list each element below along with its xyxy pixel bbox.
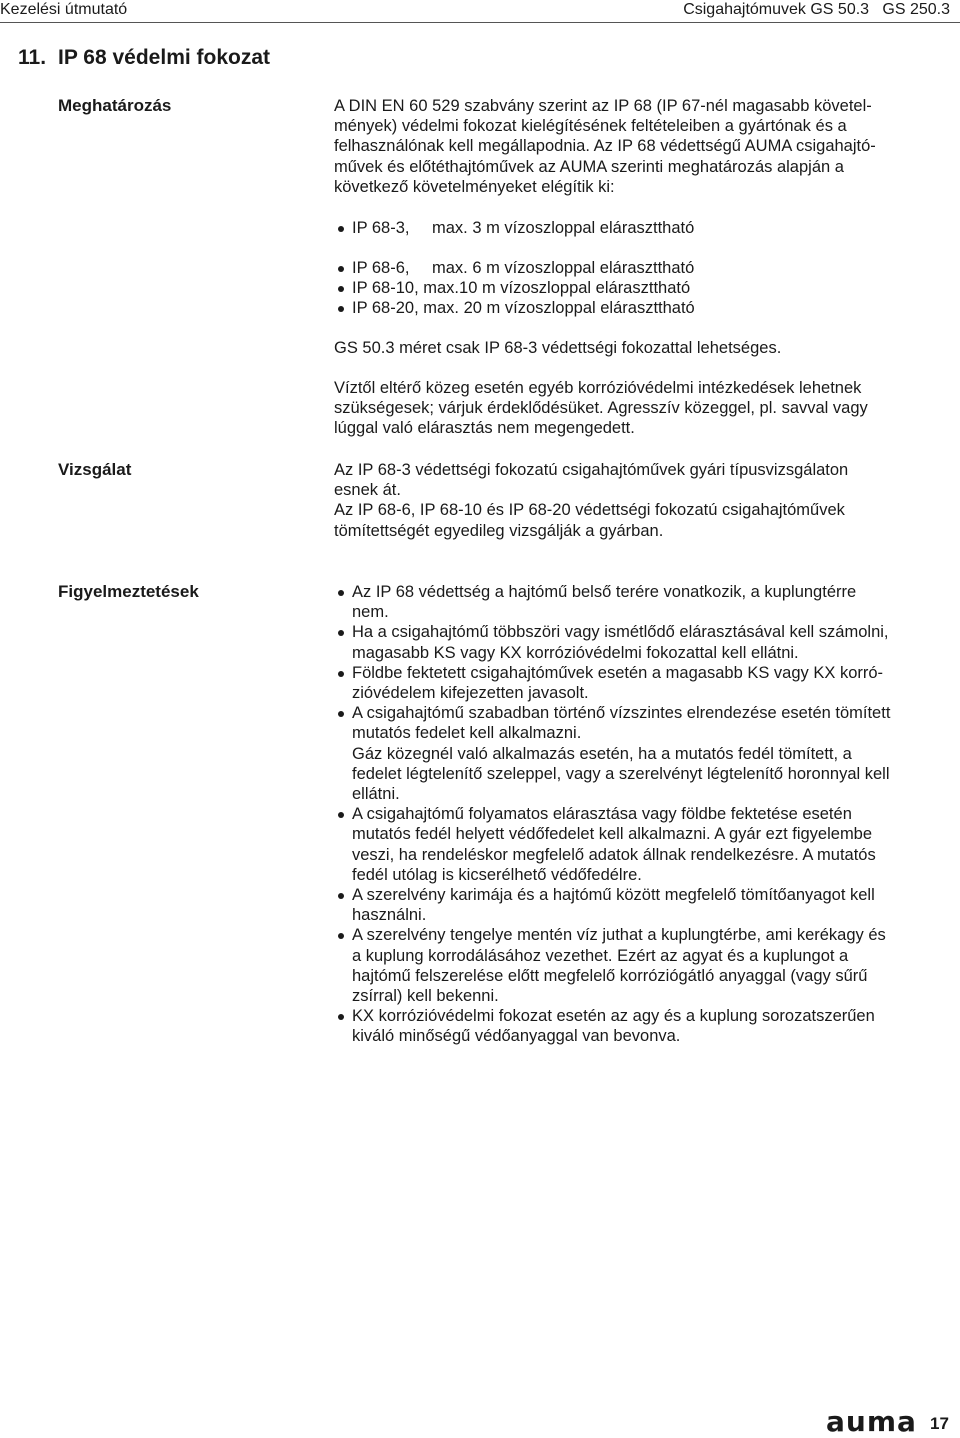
section-title <box>18 46 270 70</box>
ip-code: IP 68-10, <box>352 279 419 298</box>
auma-logo: auma <box>826 1405 917 1438</box>
text-line: felhasználónak kell megállapodnia. Az IP 68 védettségű AUMA csigahajtó- <box>334 137 876 156</box>
text-line: esnek át. <box>334 481 401 500</box>
text-line: a kuplung korrodálásához vezethet. Ezért az agyat és a kuplungot a <box>352 946 849 965</box>
text-line: A csigahajtómű szabadban történő vízszintes elrendezése esetén tömített <box>352 704 891 723</box>
warning-item <box>336 622 956 662</box>
text-line: tömítettségét egyedileg vizsgálják a gyárban. <box>334 521 664 540</box>
warning-item <box>336 804 956 885</box>
text-line: művek és előtéthajtóművek az AUMA szerinti meghatározás alapján a <box>334 157 844 176</box>
warnings-list <box>336 582 956 1047</box>
warning-item <box>336 925 956 1006</box>
text-line: hajtómű felszerelése előtt megfelelő korróziógátló anyaggal (vagy sűrű <box>352 966 868 985</box>
test-text <box>334 460 954 541</box>
header-product: Csigahajtómuvek GS 50.3 GS 250.3 <box>683 1 950 18</box>
text-line: kiváló minőségű védőanyaggal van bevonva. <box>352 1027 681 1046</box>
ip-code: IP 68-3, <box>352 219 410 237</box>
ip-desc: max.10 m vízoszloppal eláraszttható <box>423 279 691 298</box>
medium-note <box>334 378 954 439</box>
ip-list-first <box>336 218 956 238</box>
text-line: zióvédelem kifejezetten javasolt. <box>352 684 589 703</box>
text-line: mutatós fedél helyett védőfedelet kell alkalmazni. A gyár ezt figyelembe <box>352 825 873 844</box>
section-heading: IP 68 védelmi fokozat <box>58 46 271 69</box>
text-line: Az IP 68 védettség a hajtómű belső terére vonatkozik, a kuplungtérre <box>352 583 857 601</box>
ip-desc: max. 6 m vízoszloppal eláraszttható <box>432 259 695 277</box>
text-line: Az IP 68-6, IP 68-10 és IP 68-20 védettségi fokozatú csigahajtóművek <box>334 501 845 520</box>
warning-item <box>336 582 956 622</box>
text-line: Az IP 68-3 védettségi fokozatú csigahajtóművek gyári típusvizsgálaton <box>334 461 849 479</box>
text-line: A DIN EN 60 529 szabvány szerint az IP 68 (IP 67-nél magasabb követel- <box>334 97 872 115</box>
page-number: 17 <box>930 1414 949 1433</box>
warning-item <box>336 703 956 804</box>
text-line: veszi, ha rendeléskor megfelelő adatok állnak rendelkezésre. A mutatós <box>352 845 876 864</box>
list-item <box>336 298 956 318</box>
ip-code: IP 68-20, <box>352 299 419 318</box>
warning-item <box>336 885 956 925</box>
size-note: GS 50.3 méret csak IP 68-3 védettségi fokozattal lehetséges. <box>334 339 782 357</box>
warning-item <box>336 663 956 703</box>
text-line: ellátni. <box>352 785 400 804</box>
definition-label: Meghatározás <box>58 96 172 115</box>
header-doc-title: Kezelési útmutató <box>0 1 128 18</box>
header-divider <box>0 22 960 23</box>
text-line: használni. <box>352 906 427 925</box>
list-item <box>336 278 956 298</box>
text-line: Gáz közegnél való alkalmazás esetén, ha a mutatós fedél tömített, a <box>352 744 852 763</box>
definition-text <box>334 96 954 197</box>
text-line: Víztől eltérő közeg esetén egyéb korrózióvédelmi intézkedések lehetnek <box>334 379 862 397</box>
text-line: A csigahajtómű folyamatos elárasztása vagy földbe fektetése esetén <box>352 805 852 824</box>
text-line: KX korrózióvédelmi fokozat esetén az agy és a kuplung sorozatszerűen <box>352 1007 875 1026</box>
text-line: A szerelvény karimája és a hajtómű között megfelelő tömítőanyagot kell <box>352 886 875 905</box>
ip-list <box>336 258 956 319</box>
text-line: következő követelményeket elégítik ki: <box>334 177 615 196</box>
text-line: mutatós fedelet kell alkalmazni. <box>352 724 582 743</box>
text-line: magasabb KS vagy KX korrózióvédelmi fokozattal kell ellátni. <box>352 643 799 662</box>
ip-desc: max. 20 m vízoszloppal eláraszttható <box>423 299 695 318</box>
ip-desc: max. 3 m vízoszloppal eláraszttható <box>432 219 695 237</box>
test-label: Vizsgálat <box>58 460 132 479</box>
list-item <box>336 218 956 238</box>
section-number: 11. <box>18 46 47 69</box>
warnings-label: Figyelmeztetések <box>58 582 199 601</box>
text-line: A szerelvény tengelye mentén víz juthat a kuplungtérbe, ami kerékagy és <box>352 926 886 945</box>
text-line: mények) védelmi fokozat kielégítésének feltételeiben a gyártónak és a <box>334 117 847 136</box>
text-line: Ha a csigahajtómű többszöri vagy ismétlődő elárasztásával kell számolni, <box>352 623 889 642</box>
text-line: zsírral) kell bekenni. <box>352 987 499 1006</box>
text-line: nem. <box>352 603 389 622</box>
text-line: Földbe fektetett csigahajtóművek esetén a magasabb KS vagy KX korró- <box>352 663 884 682</box>
text-line: lúggal való elárasztás nem megengedett. <box>334 419 635 438</box>
ip-code: IP 68-6, <box>352 259 410 277</box>
warning-item <box>336 1006 956 1046</box>
text-line: fedelet légtelenítő szeleppel, vagy a szerelvényt légtelenítő horonnyal kell <box>352 764 890 783</box>
text-line: szükségesek; várjuk érdeklődésüket. Agresszív közeggel, pl. savval vagy <box>334 399 868 418</box>
list-item <box>336 258 956 278</box>
text-line: fedél utólag is kicserélhető védőfedélre. <box>352 865 642 884</box>
